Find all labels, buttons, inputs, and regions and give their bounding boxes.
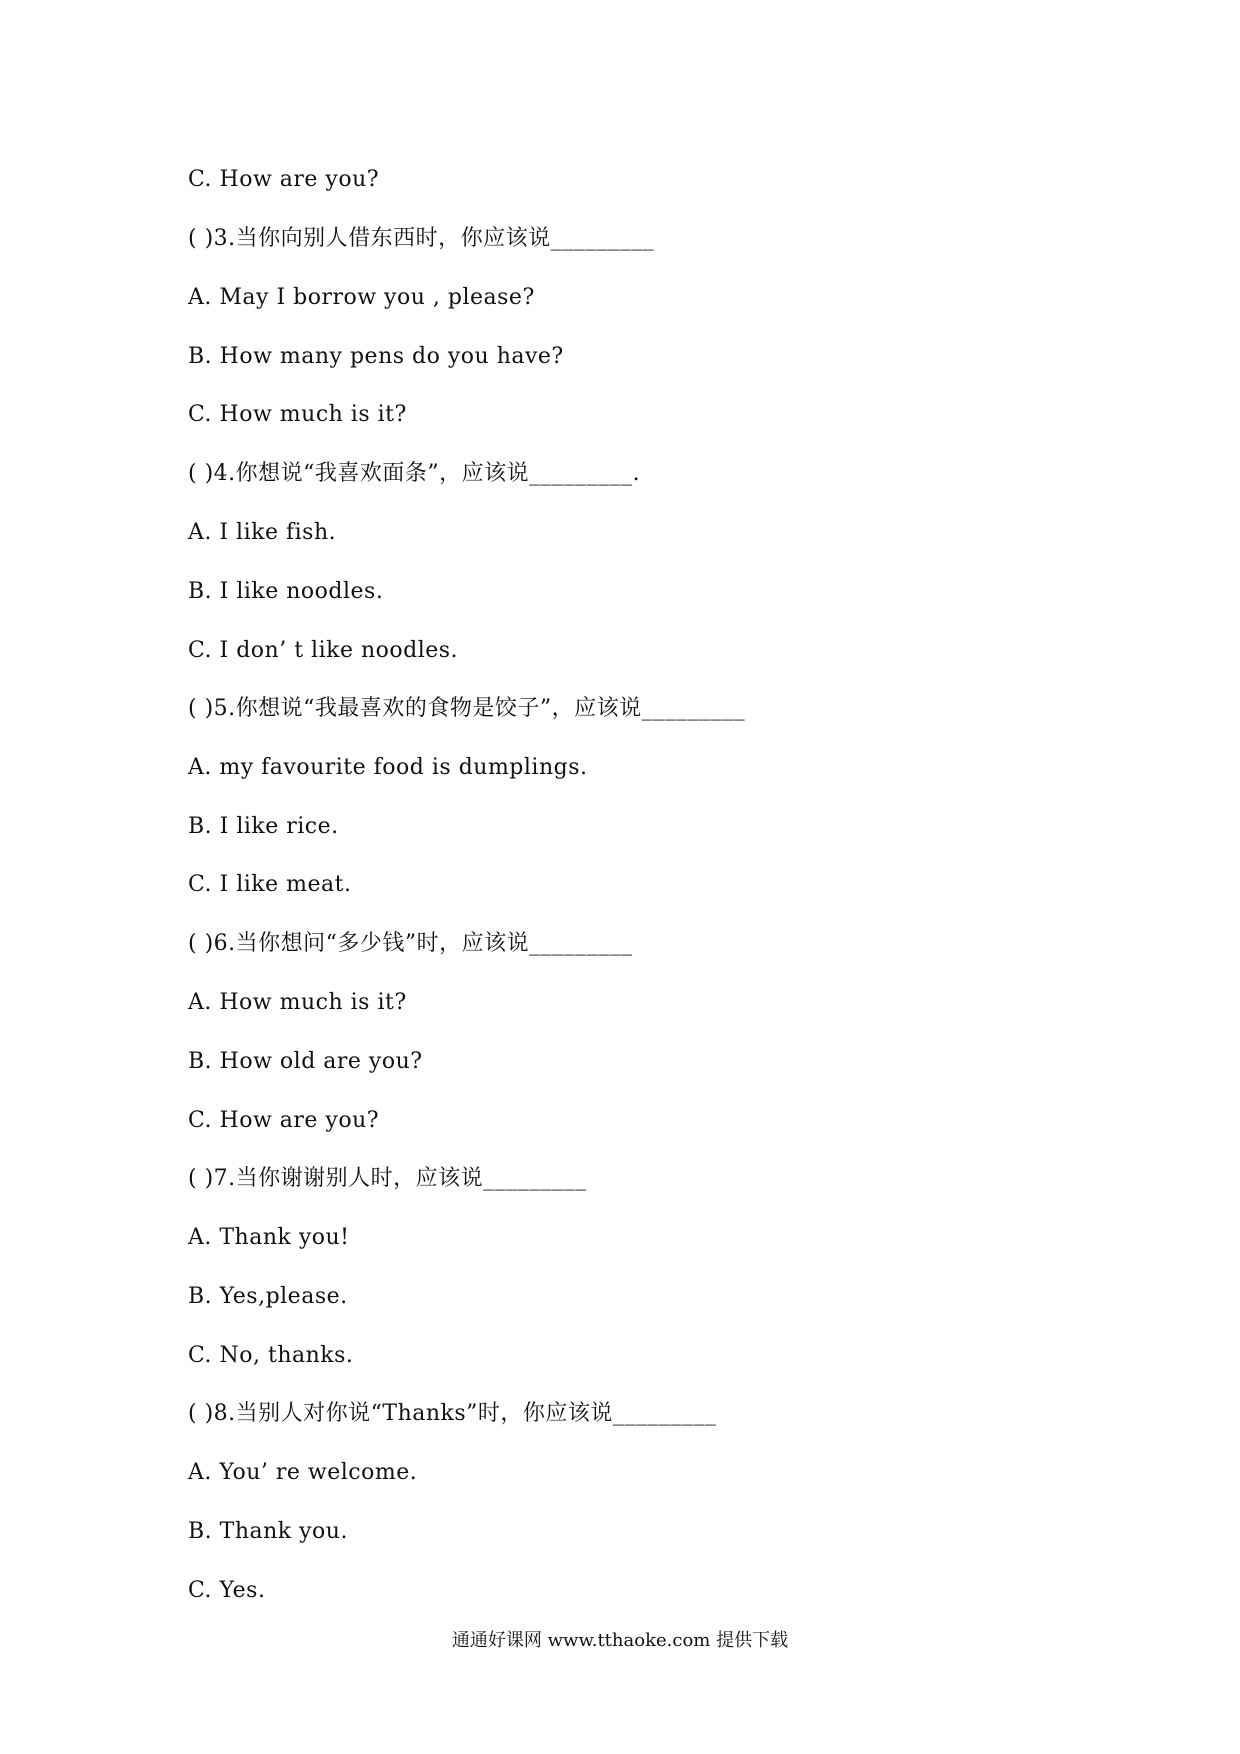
option-q5-c: C. I like meat.: [188, 872, 352, 897]
option-q2-c: C. How are you?: [188, 167, 380, 192]
option-q6-b: B. How old are you?: [188, 1049, 423, 1074]
question-5: ( )5.你想说“我最喜欢的食物是饺子”，应该说_________: [188, 696, 746, 721]
option-q5-b: B. I like rice.: [188, 814, 339, 839]
question-3: ( )3.当你向别人借东西时，你应该说_________: [188, 226, 655, 251]
option-q8-c: C. Yes.: [188, 1578, 266, 1603]
option-q6-c: C. How are you?: [188, 1108, 380, 1133]
footer-watermark: 通通好课网 www.tthaoke.com 提供下载: [451, 1630, 789, 1651]
option-q4-b: B. I like noodles.: [188, 579, 384, 604]
question-4: ( )4.你想说“我喜欢面条”，应该说_________.: [188, 461, 641, 486]
option-q3-c: C. How much is it?: [188, 402, 407, 427]
option-q8-b: B. Thank you.: [188, 1519, 348, 1544]
option-q7-a: A. Thank you!: [188, 1225, 350, 1250]
option-q8-a: A. You’ re welcome.: [188, 1460, 418, 1485]
option-q4-c: C. I don’ t like noodles.: [188, 638, 459, 663]
question-6: ( )6.当你想问“多少钱”时，应该说_________: [188, 931, 633, 956]
option-q3-b: B. How many pens do you have?: [188, 344, 564, 369]
option-q5-a: A. my favourite food is dumplings.: [188, 755, 588, 780]
question-7: ( )7.当你谢谢别人时，应该说_________: [188, 1166, 587, 1191]
option-q3-a: A. May I borrow you , please?: [188, 285, 535, 310]
question-8: ( )8.当别人对你说“Thanks”时，你应该说_________: [188, 1401, 717, 1426]
option-q4-a: A. I like fish.: [188, 520, 337, 545]
option-q6-a: A. How much is it?: [188, 990, 407, 1015]
option-q7-b: B. Yes,please.: [188, 1284, 348, 1309]
option-q7-c: C. No, thanks.: [188, 1343, 354, 1368]
